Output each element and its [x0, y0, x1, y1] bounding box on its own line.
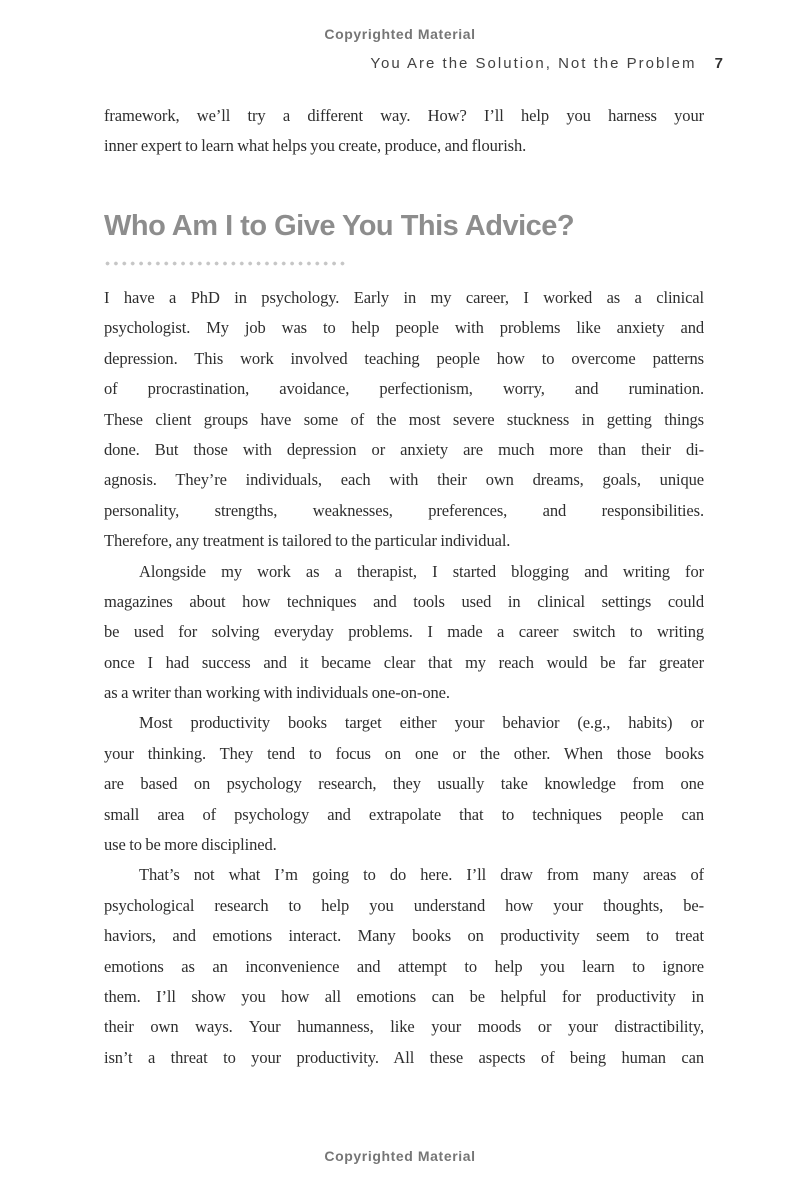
text-line: psychologist. My job was to help people with problems like anxiety and [104, 318, 704, 338]
text-line: your thinking. They tend to focus on one or the other. When those books [104, 743, 704, 763]
text-line: their own ways. Your humanness, like your moods or your distractibility, [104, 1017, 704, 1037]
text-line: use to be more disciplined. [104, 835, 277, 855]
text-line: Most productivity books target either your behavior (e.g., habits) or [139, 713, 704, 733]
text-line: them. I’ll show you how all emotions can be helpful for productivity in [104, 986, 704, 1006]
text-line: are based on psychology research, they usually take knowledge from one [104, 774, 704, 794]
text-line: That’s not what I’m going to do here. I’ll draw from many areas of [139, 865, 704, 885]
text-line: as a writer than working with individuals one-on-one. [104, 683, 450, 703]
text-line: emotions as an inconvenience and attempt to help you learn to ignore [104, 956, 704, 976]
bottom-copyright-notice: Copyrighted Material [324, 1148, 476, 1164]
text-line: framework, we’ll try a different way. How? I’ll help you harness your [104, 106, 704, 125]
text-line: personality, strengths, weaknesses, preferences, and responsibilities. [104, 500, 704, 520]
page-number: 7 [714, 55, 723, 72]
text-line: depression. This work involved teaching people how to overcome patterns [104, 348, 704, 368]
dotted-rule [104, 260, 348, 267]
text-line: inner expert to learn what helps you create, produce, and flourish. [104, 136, 527, 156]
text-line: done. But those with depression or anxiety are much more than their di- [104, 439, 704, 459]
running-head [370, 55, 723, 72]
text-line: haviors, and emotions interact. Many books on productivity seem to treat [104, 926, 704, 946]
text-line: I have a PhD in psychology. Early in my career, I worked as a clinical [104, 288, 704, 307]
text-line: isn’t a threat to your productivity. All these aspects of being human can [104, 1047, 704, 1067]
text-line: be used for solving everyday problems. I made a career switch to writing [104, 622, 704, 642]
text-line: Therefore, any treatment is tailored to the particular individual. [104, 531, 511, 551]
text-line: Alongside my work as a therapist, I started blogging and writing for [139, 561, 704, 581]
text-line: These client groups have some of the most severe stuckness in getting things [104, 409, 704, 429]
intro-paragraph [104, 101, 704, 162]
text-line: agnosis. They’re individuals, each with their own dreams, goals, unique [104, 470, 704, 490]
text-line: magazines about how techniques and tools used in clinical settings could [104, 591, 704, 611]
section-paragraphs [104, 283, 704, 1073]
top-copyright-notice: Copyrighted Material [324, 26, 476, 42]
text-line: once I had success and it became clear that my reach would be far greater [104, 652, 704, 672]
running-head-title: You Are the Solution, Not the Problem [370, 55, 697, 72]
text-line: small area of psychology and extrapolate that to techniques people can [104, 804, 704, 824]
text-line: of procrastination, avoidance, perfectionism, worry, and rumination. [104, 379, 704, 399]
text-line: psychological research to help you understand how your thoughts, be- [104, 895, 704, 915]
section-heading: Who Am I to Give You This Advice? [104, 210, 575, 242]
